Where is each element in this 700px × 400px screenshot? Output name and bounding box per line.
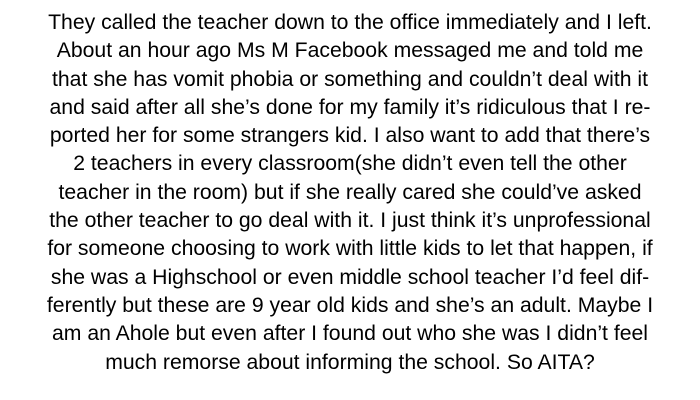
text-line: the other teacher to go deal with it. I just think it’s unprofessional xyxy=(49,209,651,233)
text-line: They called the teacher down to the office immediately and I left. xyxy=(48,11,652,34)
text-line: she was a Highschool or even middle school teacher I’d feel dif- xyxy=(50,265,650,289)
story-text xyxy=(8,9,692,377)
text-line: that she has vomit phobia or something and couldn’t deal with it xyxy=(52,67,648,91)
text-line: much remorse about informing the school. So AITA? xyxy=(105,350,595,374)
text-line: am an Ahole but even after I found out who she was I didn’t feel xyxy=(52,322,648,346)
text-line: and said after all she’s done for my family it’s ridiculous that I re- xyxy=(49,95,651,119)
text-line: ferently but these are 9 year old kids and she’s an adult. Maybe I xyxy=(46,293,654,317)
text-line: teacher in the room) but if she really cared she could’ve asked xyxy=(58,180,642,204)
text-line: for someone choosing to work with little kids to let that happen, if xyxy=(47,237,653,261)
text-line: 2 teachers in every classroom(she didn’t even tell the other xyxy=(73,152,627,176)
text-line: ported her for some strangers kid. I also want to add that there’s xyxy=(49,124,651,148)
text-line: About an hour ago Ms M Facebook messaged me and told me xyxy=(56,39,644,63)
